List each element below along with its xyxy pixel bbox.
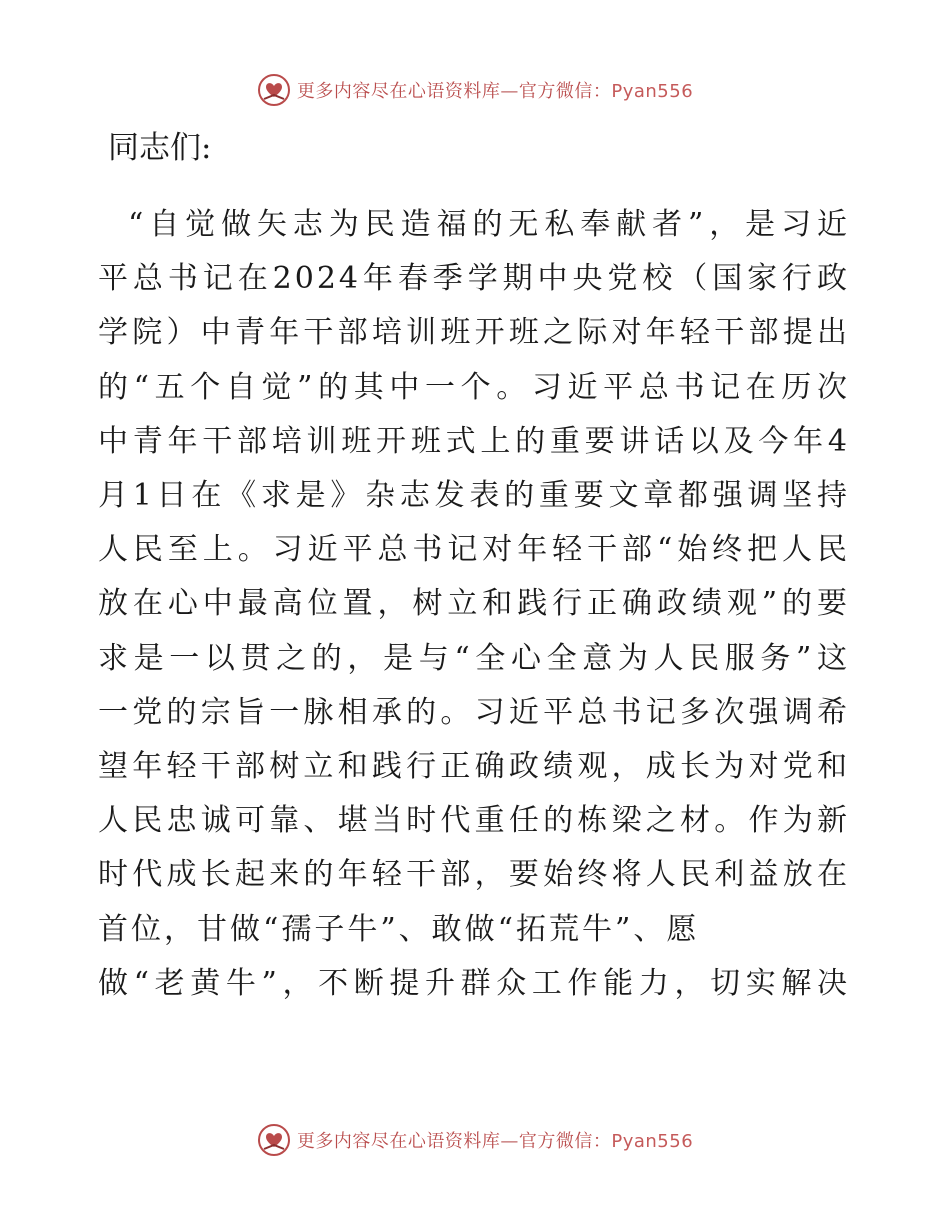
watermark-text (297, 77, 693, 103)
body-line: 人民忠诚可靠、堪当时代重任的栋梁之材。作为新 (98, 803, 850, 839)
body-line: 放在心中最高位置，树立和践行正确政绩观”的要 (98, 586, 850, 622)
watermark-separator: — (500, 1131, 519, 1152)
body-line: 做“老黄牛”，不断提升群众工作能力，切实解决 (98, 965, 850, 1001)
body-line: 学院）中青年干部培训班开班之际对年轻干部提出 (98, 315, 850, 351)
body-line: 求是一以贯之的，是与“全心全意为人民服务”这 (98, 640, 850, 676)
watermark-separator: — (500, 81, 519, 102)
body-line: 中青年干部培训班开班式上的重要讲话以及今年4 (98, 423, 850, 459)
body-line: 的“五个自觉”的其中一个。习近平总书记在历次 (98, 369, 850, 405)
header-watermark (0, 72, 950, 108)
watermark-contact-id: Pyan556 (611, 81, 694, 102)
body-line: “自觉做矢志为民造福的无私奉献者”，是习近 (128, 207, 850, 242)
watermark-text (297, 1127, 693, 1153)
watermark-contact-label: 官方微信： (518, 81, 612, 102)
body-line: 望年轻干部树立和践行正确政绩观，成长为对党和 (98, 749, 850, 785)
body-line: 一党的宗旨一脉相承的。习近平总书记多次强调希 (98, 694, 850, 730)
body-line: 月1日在《求是》杂志发表的重要文章都强调坚持 (98, 478, 850, 514)
heart-book-logo-icon (257, 1123, 291, 1157)
footer-watermark (0, 1122, 950, 1158)
body-line: 首位，甘做“孺子牛”、敢做“拓荒牛”、愿 (98, 911, 700, 947)
watermark-brand: 更多内容尽在心语资料库 (296, 81, 501, 102)
body-line: 人民至上。习近平总书记对年轻干部“始终把人民 (98, 532, 850, 568)
body-line: 平总书记在2024年春季学期中央党校（国家行政 (98, 261, 850, 297)
salutation: 同志们: (108, 130, 212, 166)
watermark-brand: 更多内容尽在心语资料库 (296, 1131, 501, 1152)
watermark-contact-id: Pyan556 (611, 1131, 694, 1152)
document-body (98, 198, 850, 1011)
heart-book-logo-icon (257, 73, 291, 107)
body-line: 时代成长起来的年轻干部，要始终将人民利益放在 (98, 857, 850, 893)
watermark-contact-label: 官方微信： (518, 1131, 612, 1152)
